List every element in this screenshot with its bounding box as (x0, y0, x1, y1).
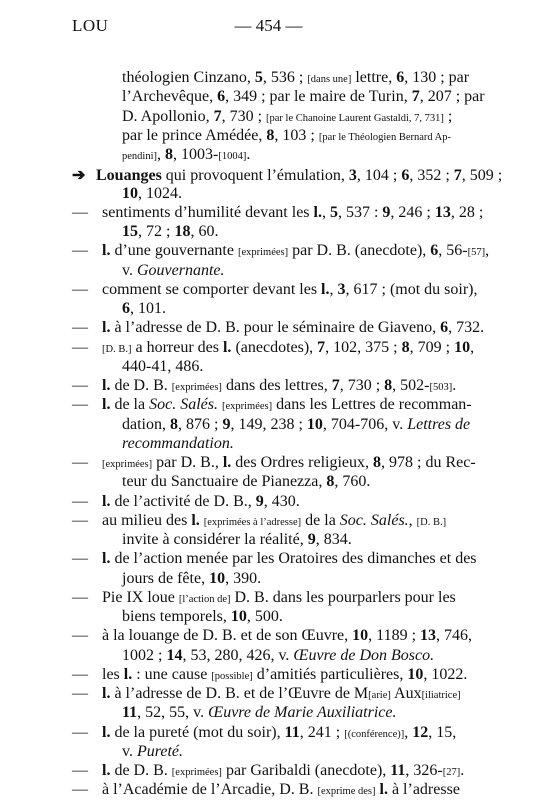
volume-ref: 8 (401, 338, 410, 356)
dash-marker: — (72, 338, 88, 356)
index-line: ➔ Louanges qui provoquent l’émulation, 3, 104 ; 6, 352 ; 7, 509 ; (72, 167, 503, 185)
index-line: — l. à l’adresse de D. B. et de l’Œuvre de M[arie] Aux[iliatrice] (72, 685, 461, 702)
volume-ref: l. (321, 280, 330, 298)
dash-marker: — (72, 723, 88, 741)
index-line: — à l’Académie de l’Arcadie, D. B. [exprime des] l. à l’adresse (72, 781, 460, 799)
index-line: 440-41, 486. (122, 357, 204, 375)
index-line: — sentiments d’humilité devant les l., 5, 537 : 9, 246 ; 13, 28 ; (72, 203, 484, 221)
index-line: — l. de D. B. [exprimées] dans des lettres, 7, 730 ; 8, 502-[503]. (72, 377, 457, 394)
index-line: 1002 ; 14, 53, 280, 426, v. Œuvre de Don Bosco. (122, 646, 435, 664)
volume-ref: l. (102, 242, 111, 260)
volume-ref: Louanges (96, 167, 162, 185)
index-line: théologien Cinzano, 5, 536 ; [dans une] lettre, 6, 130 ; par (122, 69, 470, 86)
volume-ref: 6 (122, 300, 130, 317)
dash-marker: — (72, 781, 88, 799)
bracketed-note: [503] (429, 382, 453, 393)
bracketed-note: [exprimées] (237, 247, 289, 259)
volume-ref: l. (102, 762, 111, 779)
volume-ref: l. (191, 511, 200, 529)
dash-marker: — (72, 762, 88, 779)
volume-ref: l. (379, 781, 388, 799)
index-line: — Pie IX loue [l’action de] D. B. dans les pourparlers pour les (72, 588, 456, 606)
bracketed-note: [exprimées] (102, 459, 153, 470)
volume-ref: 10 (306, 415, 323, 433)
volume-ref: 10 (454, 338, 471, 356)
index-line: — [D. B.] a horreur des l. (anecdotes), 7, 102, 375 ; 8, 709 ; 10, (72, 338, 475, 356)
volume-ref: 7 (453, 167, 462, 185)
bracketed-note: [exprimées] (221, 401, 273, 413)
volume-ref: 7 (213, 107, 222, 125)
page-number: — 454 — (234, 16, 303, 35)
volume-ref: 7 (317, 338, 326, 356)
volume-ref: l. (102, 723, 111, 741)
index-line: v. Gouvernante. (122, 261, 225, 279)
volume-ref: l. (102, 685, 111, 702)
volume-ref: 13 (420, 627, 437, 645)
volume-ref: 5 (254, 69, 263, 86)
bracketed-note: [(conférence)] (344, 728, 405, 740)
volume-ref: 10 (230, 608, 247, 625)
index-line: par le prince Amédée, 8, 103 ; [par le Théologien Bernard Ap- (122, 126, 452, 144)
volume-ref: 13 (434, 203, 451, 221)
index-line: dation, 8, 876 ; 9, 149, 238 ; 10, 704-706, v. Lettres de (122, 415, 471, 433)
bracketed-note: [par le Théologien Bernard Ap- (318, 131, 452, 143)
volume-ref: l. (102, 550, 111, 568)
volume-ref: 6 (401, 167, 410, 185)
bracketed-note: [l’action de] (178, 593, 231, 605)
index-line: D. Apollonio, 7, 730 ; [par le Chanoine Laurent Gastaldi, 7, 731] ; (122, 107, 453, 125)
index-line: — l. de la pureté (mot du soir), 11, 241 ; [(conférence)], 12, 15, (72, 723, 457, 741)
cross-ref: Soc. Salés. (339, 511, 409, 529)
index-line: — comment se comporter devant les l., 3, 617 ; (mot du soir), (72, 280, 478, 298)
volume-ref: 10 (122, 184, 138, 202)
cross-ref: Lettres de (407, 415, 471, 433)
dash-marker: — (72, 319, 88, 337)
cross-ref: Soc. Salés. (149, 396, 218, 414)
index-line: — l. de l’activité de D. B., 9, 430. (72, 492, 300, 510)
dash-marker: — (72, 454, 88, 471)
dash-marker: — (72, 377, 88, 394)
volume-ref: 8 (384, 377, 393, 394)
bracketed-note: [dans une] (307, 74, 352, 85)
bracketed-note: pendini] (122, 151, 157, 162)
volume-ref: l. (102, 319, 111, 337)
volume-ref: 6 (217, 88, 226, 106)
volume-ref: l. (102, 377, 111, 394)
index-line: — l. de D. B. [exprimées] par Garibaldi (anecdote), 11, 326-[27]. (72, 762, 465, 779)
index-line: — l. à l’adresse de D. B. pour le séminaire de Giaveno, 6, 732. (72, 319, 485, 337)
index-line: 6, 101. (122, 300, 166, 317)
volume-ref: 5 (329, 203, 338, 221)
volume-ref: 10 (209, 569, 226, 587)
volume-ref: 15 (122, 223, 138, 240)
volume-ref: 10 (407, 665, 424, 683)
volume-ref: 12 (412, 723, 429, 741)
volume-ref: 6 (440, 319, 449, 337)
bracketed-note: [1004] (218, 151, 247, 162)
volume-ref: l. (102, 492, 111, 510)
bracketed-note: [arie] (368, 690, 391, 701)
volume-ref: l. (123, 665, 133, 683)
dash-marker: — (72, 280, 88, 298)
dash-marker: — (72, 588, 88, 606)
volume-ref: l. (222, 338, 232, 356)
cross-ref: Œuvre de Don Bosco. (293, 646, 435, 664)
volume-ref: 9 (382, 203, 391, 221)
volume-ref: 3 (348, 167, 357, 185)
bracketed-note: [27] (442, 767, 461, 778)
dash-marker: — (72, 511, 88, 529)
index-entries (72, 69, 503, 801)
cross-ref: recommandation. (122, 434, 234, 452)
index-line: — à la louange de D. B. et de son Œuvre, 10, 1189 ; 13, 746, (72, 627, 473, 645)
dash-marker: — (72, 242, 88, 260)
volume-ref: 10 (352, 627, 369, 645)
index-line: — [exprimées] par D. B., l. des Ordres religieux, 8, 978 ; du Rec- (72, 454, 476, 471)
volume-ref: 11 (284, 723, 300, 741)
volume-ref: l. (222, 454, 232, 471)
bracketed-note: [D. B.] (416, 516, 447, 528)
volume-ref: 7 (411, 88, 420, 106)
dash-marker: — (72, 492, 88, 510)
index-line: 15, 72 ; 18, 60. (122, 223, 219, 240)
dash-marker: — (72, 627, 88, 645)
index-line: — l. de l’action menée par les Oratoires des dimanches et des (72, 550, 477, 568)
dash-marker: — (72, 203, 88, 221)
index-line (72, 435, 468, 454)
dash-marker: — (72, 665, 88, 683)
volume-ref: 7 (331, 377, 340, 394)
bracketed-note: [possible] (211, 670, 253, 682)
arrow-icon: ➔ (72, 167, 86, 185)
bracketed-note: [exprimées] (171, 767, 222, 778)
volume-ref: 8 (165, 146, 173, 163)
volume-ref: 8 (266, 126, 275, 144)
index-line: jours de fête, 10, 390. (122, 569, 262, 587)
volume-ref: 6 (430, 242, 439, 260)
volume-ref: 8 (170, 415, 178, 433)
volume-ref: 11 (390, 762, 406, 779)
volume-ref: l. (102, 396, 111, 414)
running-head-letters: LOU (72, 16, 109, 35)
volume-ref: 8 (326, 473, 335, 491)
volume-ref: l. (313, 203, 322, 221)
dash-marker: — (72, 396, 88, 414)
index-line: v. Pureté. (122, 742, 184, 760)
index-line: — l. d’une gouvernante [exprimées] par D. B. (anecdote), 6, 56-[57], (72, 242, 490, 260)
index-line: invite à considérer la réalité, 9, 834. (122, 531, 352, 548)
volume-ref: 8 (373, 454, 381, 471)
volume-ref: 3 (337, 280, 346, 298)
cross-ref: Pureté. (136, 742, 184, 760)
index-line: — l. de la Soc. Salés. [exprimées] dans les Lettres de recomman- (72, 396, 472, 414)
index-line: 10, 1024. (122, 184, 182, 202)
bracketed-note: [D. B.] (102, 343, 132, 355)
bracketed-note: [exprimées à l’adresse] (203, 516, 302, 528)
index-line: — les l. : une cause [possible] d’amitiés particulières, 10, 1022. (72, 665, 468, 683)
bracketed-note: [57] (467, 247, 486, 259)
index-line: biens temporels, 10, 500. (122, 608, 283, 625)
index-line: — au milieu des l. [exprimées à l’adresse] de la Soc. Salés., [D. B.] (72, 511, 447, 529)
bracketed-note: [iliatrice] (421, 690, 461, 701)
cross-ref: Œuvre de Marie Auxiliatrice. (208, 704, 397, 722)
bracketed-note: [par le Chanoine Laurent Gastaldi, 7, 731] (266, 112, 444, 124)
cross-ref: Gouvernante. (136, 261, 225, 279)
volume-ref: 18 (174, 223, 191, 240)
index-line: pendini], 8, 1003-[1004]. (122, 146, 251, 163)
dash-marker: — (72, 550, 88, 568)
index-line: teur du Sanctuaire de Pianezza, 8, 760. (122, 473, 371, 491)
index-line: 11, 52, 55, v. Œuvre de Marie Auxiliatrice. (122, 704, 397, 722)
volume-ref: 14 (166, 646, 183, 664)
volume-ref: 9 (307, 531, 316, 548)
volume-ref: 9 (255, 492, 264, 510)
volume-ref: 11 (122, 704, 138, 722)
volume-ref: 9 (222, 415, 231, 433)
volume-ref: 6 (396, 69, 405, 86)
bracketed-note: [exprime des] (317, 786, 376, 798)
dash-marker: — (72, 685, 88, 702)
index-line: l’Archevêque, 6, 349 ; par le maire de Turin, 7, 207 ; par (122, 88, 485, 106)
bracketed-note: [exprimées] (171, 382, 222, 393)
